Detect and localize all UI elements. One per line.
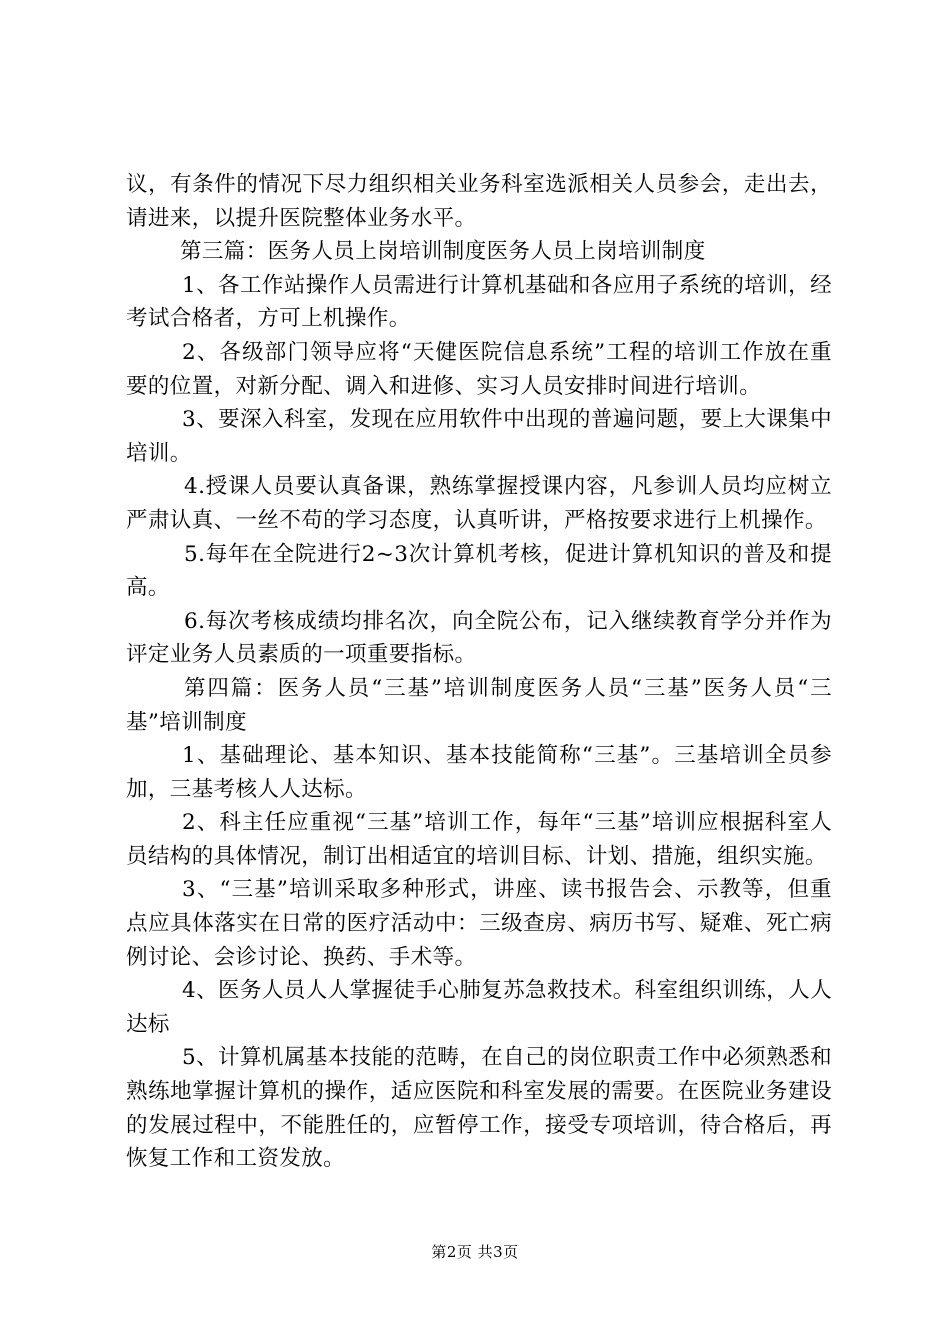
list-item-paragraph: 3、要深入科室，发现在应用软件中出现的普遍问题，要上大课集中培训。 — [126, 407, 832, 466]
list-item-paragraph: 3、“三基”培训采取多种形式，讲座、读书报告会、示教等，但重点应具体落实在日常的医疗活动中：三级查房、病历书写、疑难、死亡病例讨论、会诊讨论、换药、手术等。 — [126, 877, 832, 970]
section-heading-4: 第四篇：医务人员“三基”培训制度医务人员“三基”医务人员“三基”培训制度 — [126, 675, 832, 735]
list-item-paragraph: 4、医务人员人人掌握徒手心肺复苏急救技术。科室组织训练，人人达标 — [126, 978, 832, 1037]
list-item-paragraph: 1、各工作站操作人员需进行计算机基础和各应用子系统的培训，经考试合格者，方可上机操作。 — [126, 272, 832, 332]
list-item-paragraph: 4.授课人员要认真备课，熟练掌握授课内容，凡参训人员均应树立严肃认真、一丝不苟的学习态度，认真听讲，严格按要求进行上机操作。 — [126, 474, 832, 533]
section-heading-3: 第三篇：医务人员上岗培训制度医务人员上岗培训制度 — [180, 239, 706, 265]
paragraph-continuation: 议，有条件的情况下尽力组织相关业务科室选派相关人员参会，走出去，请进来，以提升医院整体业务水平。 — [126, 172, 832, 231]
list-item-paragraph: 5、计算机属基本技能的范畴，在自己的岗位职责工作中必须熟悉和熟练地掌握计算机的操作，适应医院和科室发展的需要。在医院业务建设的发展过程中，不能胜任的，应暂停工作，接受专项培训，待合格后，再恢复工作和工资发放。 — [126, 1045, 832, 1172]
list-item-paragraph: 2、科主任应重视“三基”培训工作，每年“三基”培训应根据科室人员结构的具体情况，制订出相适宜的培训目标、计划、措施，组织实施。 — [126, 810, 832, 869]
list-item-paragraph: 5.每年在全院进行2~3次计算机考核，促进计算机知识的普及和提高。 — [126, 541, 832, 601]
list-item-paragraph: 6.每次考核成绩均排名次，向全院公布，记入继续教育学分并作为评定业务人员素质的一项重要指标。 — [126, 608, 832, 668]
document-body — [126, 168, 832, 1176]
page-footer: 第2页 共3页 — [431, 1243, 519, 1261]
list-item-paragraph: 2、各级部门领导应将“天健医院信息系统”工程的培训工作放在重要的位置，对新分配、调入和进修、实习人员安排时间进行培训。 — [126, 339, 832, 399]
list-item-paragraph: 1、基础理论、基本知识、基本技能简称“三基”。三基培训全员参加，三基考核人人达标。 — [126, 743, 832, 802]
